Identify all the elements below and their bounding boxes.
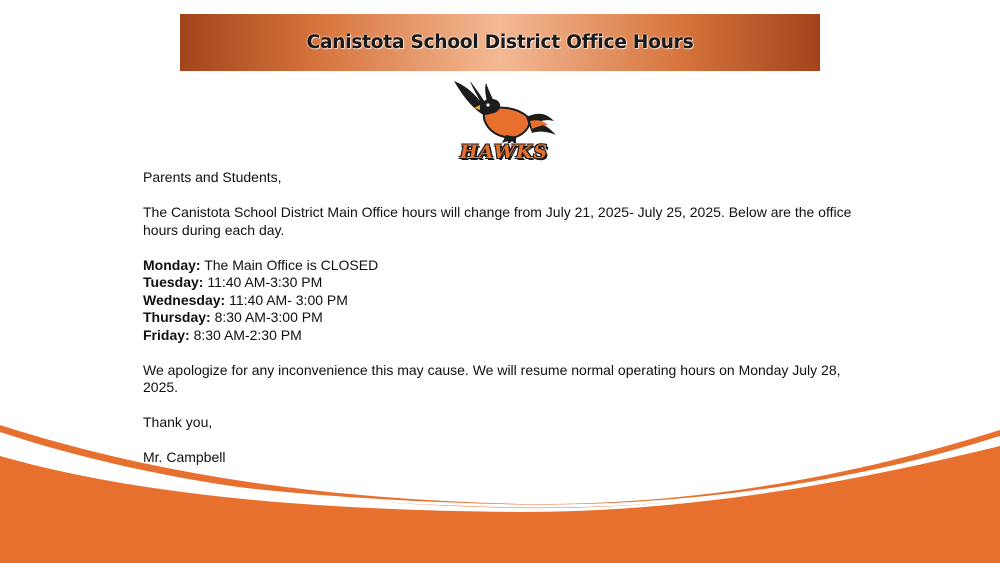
- hours-row-monday: [143, 257, 863, 275]
- closing: Thank you,: [143, 414, 213, 430]
- hours-value: 11:40 AM- 3:00 PM: [225, 291, 348, 308]
- intro-paragraph: The Canistota School District Main Office hours will change from July 21, 2025- July 25, 2025. Below are the office hours during each day.: [143, 204, 852, 238]
- hours-row-wednesday: [143, 292, 863, 310]
- hours-row-tuesday: [143, 274, 863, 292]
- apology-paragraph: We apologize for any inconvenience this may cause. We will resume normal operating hours on Monday July 28, 2025.: [143, 361, 841, 395]
- hours-row-thursday: [143, 309, 863, 327]
- page-title: Canistota School District Office Hours: [306, 32, 694, 53]
- hours-value: 8:30 AM-2:30 PM: [189, 326, 302, 343]
- day-label: Friday:: [143, 326, 190, 343]
- logo-text: HAWKS: [459, 141, 549, 163]
- hours-value: 11:40 AM-3:30 PM: [203, 274, 323, 290]
- signature: Mr. Campbell: [143, 449, 226, 465]
- day-label: Wednesday:: [143, 291, 226, 308]
- title-banner: [180, 14, 820, 71]
- greeting: Parents and Students,: [143, 169, 282, 185]
- office-hours-list: [143, 257, 863, 345]
- day-label: Monday:: [143, 256, 201, 273]
- day-label: Tuesday:: [143, 274, 204, 290]
- decorative-wave: [0, 420, 1000, 563]
- hawks-logo: [446, 75, 562, 165]
- hours-row-friday: [143, 327, 863, 345]
- hours-value: The Main Office is CLOSED: [200, 256, 379, 273]
- day-label: Thursday:: [143, 309, 211, 325]
- hours-value: 8:30 AM-3:00 PM: [210, 309, 323, 325]
